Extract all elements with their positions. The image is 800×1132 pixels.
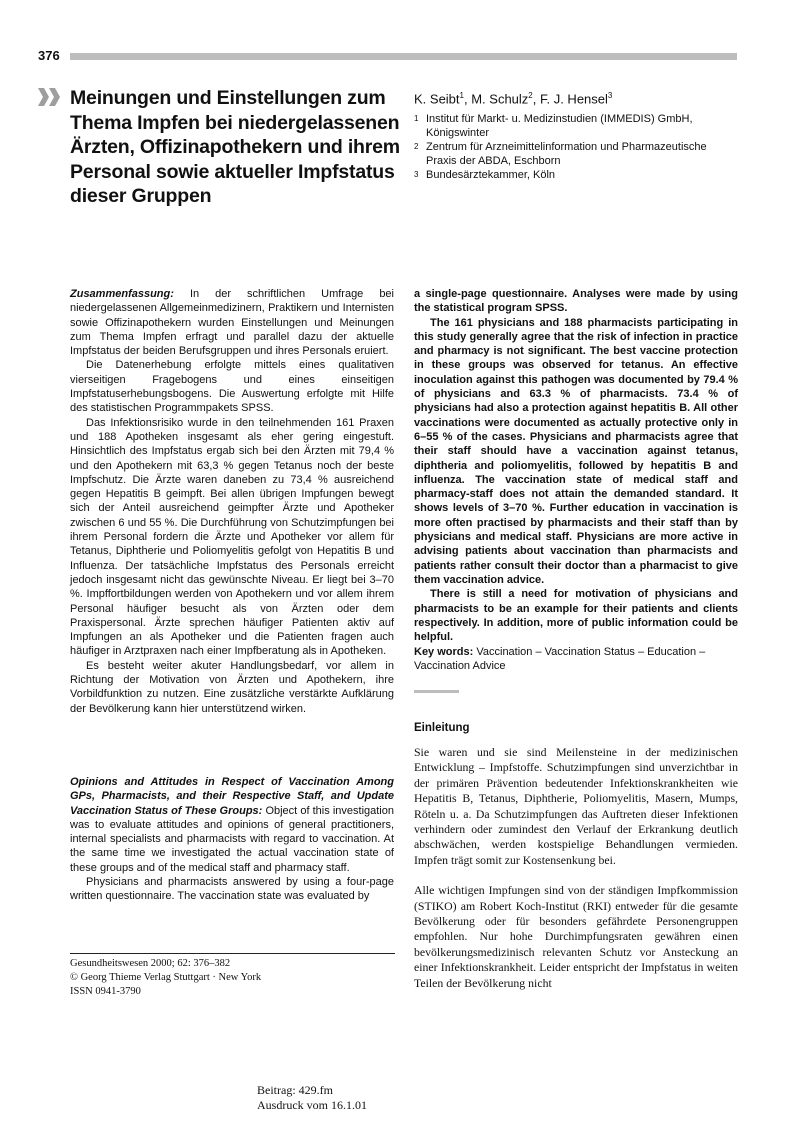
affiliation-number: 1 [414,114,419,123]
affiliation-number: 2 [414,142,419,151]
affiliation-1 [414,112,744,140]
abstract-paragraph: The 161 physicians and 188 pharmacists participating in this study generally agree that the risk of infection in practice and pharmacy is not significant. The best vaccine protection in these groups was observed for tetanus. An effective inoculation against this pathogen was documented by 79.4 % of physicians and 63.3 % of pharmacists. 73.4 % of physicians had also a protection against hepatitis B. All other vaccinations were documented as actually protective only in 6–55 % of the cases. Physicians and pharmacists agree that their staff should have a vaccination against tetanus, diphtheria and poliomyelitis, followed by hepatitis B and influenza. The vaccination state of medical staff and pharmacy-staff does not attain the demanded standard. It shows levels of 3–70 %. Further education in vaccination is more often practised by pharmacists and their staff than by physicians and medical staff. Physicians are more active in advising patients about vaccination than pharmacists and patients rather consult their doctor than a pharmacist to give them vaccination advice. [414,316,738,586]
affiliation-line: Institut für Markt- u. Medizinstudien (IMMEDIS) GmbH, [426,113,693,125]
header-rule [70,53,737,60]
keywords-text: Vaccination – Vaccination Status – Education – Vaccination Advice [414,646,706,673]
footer-rule [70,953,395,954]
journal-citation: Gesundheitswesen 2000; 62: 376–382 [70,958,231,969]
abstract-heading: Zusammenfassung: [70,288,174,300]
abstract-english-continued [414,287,738,644]
section-divider [414,690,459,693]
affiliation-3 [414,168,744,182]
page-number: 376 [38,48,60,63]
abstract-paragraph: a single-page questionnaire. Analyses were made by using the statistical program SPSS. [414,288,738,315]
abstract-german [70,287,394,716]
body-paragraph: Alle wichtigen Impfungen sind von der ständigen Impfkommission (STIKO) am Robert Koch-Institut (RKI) entweder für die gesamte Bevölkerung oder für besonders gefährdete Personengruppen empfohlen. Nur hohe Durchimpfungsraten gewähren einen bevölkerungsmedizinisch relevanten Schutz vor Ansteckung an einer Infektionskrankheit. Leider entspricht der Impfstatus in weiten Teilen der Bevölkerung nicht [414,883,738,990]
body-paragraph: Sie waren und sie sind Meilensteine in der medizinischen Entwicklung – Impfstoffe. Schutzimpfungen sind unverzichtbar in der primären Prävention bedeutender Infektionskrankheiten wie Hepatitis B, Tetanus, Diphtherie, Poliomyelitis, Masern, Mumps, Röteln u. a. Da Schutzimpfungen das Auftreten dieser Infektionen verhindern oder zumindest den Verlauf der Erkrankung deutlich abschwächen, werden kostspielige Behandlungen vermieden. Impfen trägt somit zur Kostensenkung bei. [414,745,738,867]
keywords-label: Key words: [414,646,474,658]
abstract-paragraph: Das Infektionsrisiko wurde in den teilnehmenden 161 Praxen und 188 Apotheken insgesamt als eher gering eingestuft. Hinsichtlich des Impfstatus ergab sich bei den Ärzten mit 79,4 % und den Apothekern mit 63,3 % gegen Tetanus noch der beste Impfschutz. Die Ärzte waren daneben zu 73,4 % ausreichend gegen Hepatitis B geimpft. Bei allen übrigen Impfungen bewegt sich der Anteil ausreichend geimpfter Ärzte und Apotheker zwischen 6 und 55 %. Die Durchführung von Schutzimpfungen bei ihrem Personal fordern die Ärzte und Apotheker vor allem für Tetanus, Diphtherie und Poliomyelitis gefolgt von Hepatitis B und Influenza. Der tatsächliche Impfstatus des Personals erreicht jedoch insgesamt nicht das gewünschte Niveau. Er liegt bei 3–70 %. Impffortbildungen werden von Apothekern und vor allem ihrem Personal häufiger besucht als von Ärzten oder dem Praxispersonal. Ärzte sprechen häufiger Patienten aktiv auf Impfungen an als Apotheker und die Patienten fragen auch häufiger in Arztpraxen nach einer Impfberatung als in Apotheken. [70,416,394,658]
author-list: K. Seibt$^1$, M. Schulz$^2$, F. J. Hensel$^3$ [414,91,613,107]
introduction-text [414,745,738,1006]
keywords [414,645,738,674]
author-name: F. J. Hensel [539,91,608,107]
double-chevron-icon [37,86,63,108]
section-heading: Einleitung [414,722,470,734]
abstract-paragraph: Die Datenerhebung erfolgte mittels eines qualitativen vierseitigen Fragebogens und eines einseitigen Impfstatuserhebungsbogens. Die Auswertung erfolgte mit Hilfe des statistischen Programmpakets SPSS. [70,359,394,415]
affiliation-line: Praxis der ABDA, Eschborn [426,155,561,167]
affiliation-line: Zentrum für Arzneimittelinformation und Pharmazeutische [426,141,707,153]
citation-footer [70,957,261,999]
publisher-line: © Georg Thieme Verlag Stuttgart · New York [70,972,262,983]
issn-line: ISSN 0941-3790 [70,986,141,997]
affiliation-line: Königswinter [426,127,489,139]
article-title: Meinungen und Einstellungen zum Thema Impfen bei niedergelassenen Ärzten, Offizinapothekern und ihrem Personal sowie aktueller Impfstatus dieser Gruppen [70,87,400,207]
affiliation-line: Bundesärztekammer, Köln [426,169,556,181]
abstract-paragraph: In der schriftlichen Umfrage bei niedergelassenen Allgemeinmedizinern, Praktikern und Internisten sowie Offizinapothekern wurden Einstellungen und Meinungen zum Thema Impfen erfragt und parallel dazu der aktuelle Impfstatus der beiden Berufsgruppen und ihres Personals eruiert. [70,288,394,358]
abstract-paragraph: Physicians and pharmacists answered by using a four-page written questionnaire. The vaccination state was evaluated by [70,876,394,903]
stamp-line: Ausdruck vom 16.1.01 [257,1098,367,1112]
affiliation-2 [414,140,744,168]
abstract-paragraph: Object of this investigation was to evaluate attitudes and opinions of general practitioners, internal specialists and pharmacists with regard to vaccination. At the same time we investigated the actual vaccination state of these groups and of the medical staff and pharmacy staff. [70,804,394,874]
abstract-paragraph: Es besteht weiter akuter Handlungsbedarf, vor allem in Richtung der Motivation von Ärzten und Apothekern, ihre Vorbildfunktion zu nutzen. Eine zusätzliche verstärkte Aufklärung der Bevölkerung kann hier unterstützend wirken. [70,659,394,715]
abstract-paragraph: There is still a need for motivation of physicians and pharmacists to be an example for their patients and clients respectively. In addition, more of public information could be helpful. [414,588,738,644]
print-stamp [257,1083,367,1113]
affiliation-number: 3 [414,170,419,179]
stamp-line: Beitrag: 429.fm [257,1083,333,1097]
author-superscript: 2 [528,91,533,100]
author-superscript: 3 [607,91,613,100]
abstract-heading: Opinions and Attitudes in Respect of Vaccination Among GPs, Pharmacists, and their Respective Staff, and Update Vaccination Status of These Groups: [70,776,394,817]
author-name: K. Seibt [414,91,460,107]
author-name: M. Schulz [471,91,529,107]
author-superscript: 1 [459,91,464,100]
abstract-english [70,775,394,904]
